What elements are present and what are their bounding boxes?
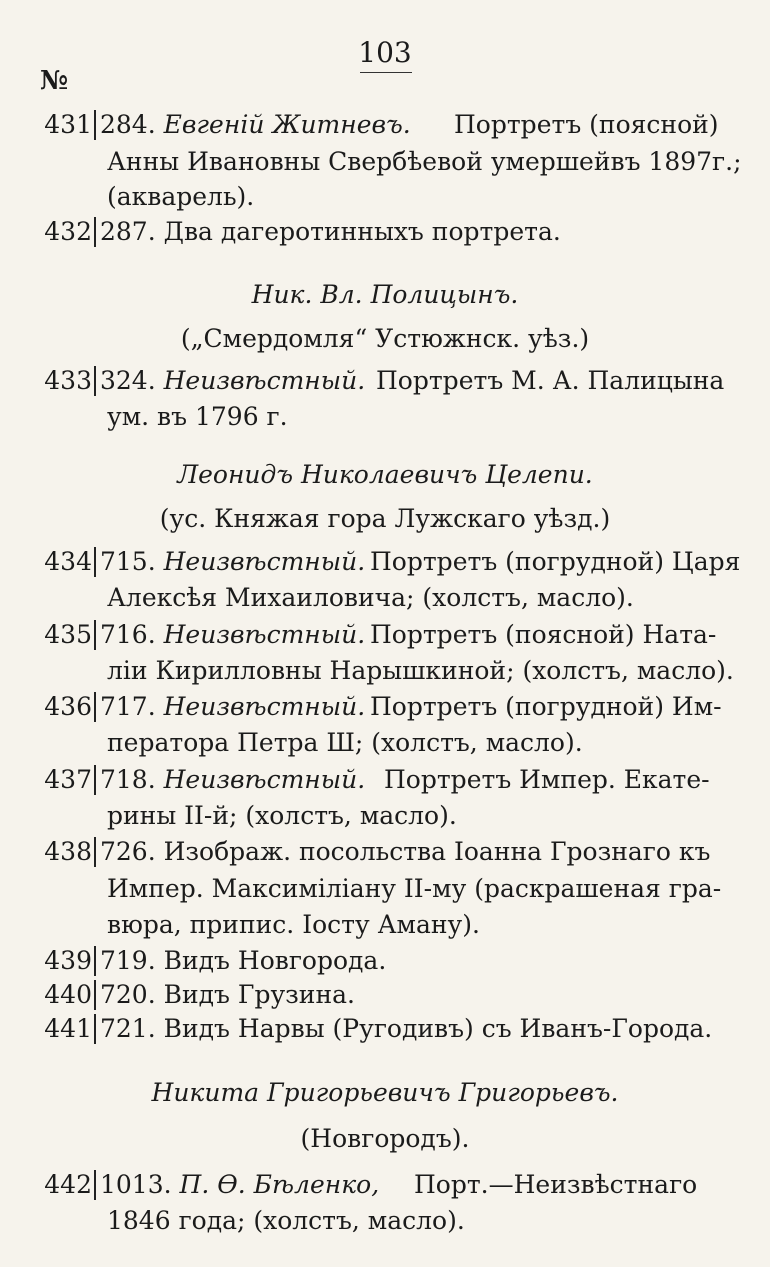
entry-number: 442 [44,1170,92,1199]
entry-number: 435 [44,620,92,649]
entry-text: Портретъ (поясной) [454,110,719,139]
number-divider [94,765,96,795]
author-name: П. Ѳ. Бѣленко, [179,1170,380,1199]
number-divider [94,217,96,247]
entry-text: Импер. Максиміліану II-му (раскрашеная гра- [107,874,722,903]
entry-text: Два дагеротинныхъ портрета. [163,217,561,246]
author-name: Неизвѣстный. [163,765,366,794]
entry-number: 437 [44,765,92,794]
number-divider [94,1014,96,1044]
inventory-number: 717. [100,692,156,721]
entry-number: 440 [44,980,92,1009]
number-divider [94,980,96,1010]
entry-text: Портретъ Импер. Екате- [384,765,710,794]
inventory-number: 721. [100,1014,156,1043]
page-number-rule [360,72,412,73]
inventory-number: 720. [100,980,156,1009]
number-divider [94,366,96,396]
entry-text: рины II-й; (холстъ, масло). [107,801,457,830]
page-number: 103 [358,36,412,69]
number-divider [94,620,96,650]
entry-number: 433 [44,366,92,395]
entry-text: Анны Ивановны Свербѣевой умершейвъ 1897г.; [107,147,742,176]
author-name: Евгеній Житневъ. [163,110,411,139]
inventory-number: 719. [100,946,156,975]
entry-text: Портретъ (поясной) Ната- [370,620,717,649]
collector-heading: Леонидъ Николаевичъ Целепи. [177,460,593,489]
entry-text: вюра, припис. Іосту Аману). [107,910,480,939]
collector-heading: Ник. Вл. Полицынъ. [251,280,519,309]
entry-text: Алексѣя Михаиловича; (холстъ, масло). [107,583,634,612]
author-name: Неизвѣстный. [163,366,366,395]
entry-text: 1846 года; (холстъ, масло). [107,1206,465,1235]
inventory-number: 284. [100,110,156,139]
entry-number: 434 [44,547,92,576]
number-divider [94,547,96,577]
number-divider [94,837,96,867]
entry-text: Видъ Новгорода. [163,946,387,975]
entry-text: Портретъ (погрудной) Царя [370,547,741,576]
number-divider [94,946,96,976]
entry-text: Видъ Нарвы (Ругодивъ) съ Иванъ-Города. [163,1014,713,1043]
author-name: Неизвѣстный. [163,547,366,576]
inventory-number: 715. [100,547,156,576]
entry-text: ліи Кирилловны Нарышкиной; (холстъ, масло). [107,656,734,685]
inventory-number: 716. [100,620,156,649]
inventory-number: 324. [100,366,156,395]
inventory-number: 287. [100,217,156,246]
number-divider [94,110,96,140]
collector-location: („Смердомля“ Устюжнск. уѣз.) [180,324,590,353]
entry-text: ператора Петра Ш; (холстъ, масло). [107,728,583,757]
inventory-number: 1013. [100,1170,172,1199]
author-name: Неизвѣстный. [163,620,366,649]
entry-text: Видъ Грузина. [163,980,355,1009]
collector-location: (ус. Княжая гора Лужскаго уѣзд.) [159,504,611,533]
inventory-number: 718. [100,765,156,794]
number-divider [94,692,96,722]
number-divider [94,1170,96,1200]
entry-text: (акварель). [107,182,255,211]
entry-text: Портретъ М. А. Палицына [376,366,725,395]
author-name: Неизвѣстный. [163,692,366,721]
entry-number: 441 [44,1014,92,1043]
entry-text: ум. въ 1796 г. [107,402,288,431]
entry-number: 432 [44,217,92,246]
entry-text: Портретъ (погрудной) Им- [370,692,722,721]
number-sign: № [40,66,69,96]
entry-number: 438 [44,837,92,866]
entry-number: 439 [44,946,92,975]
collector-heading: Никита Григорьевичъ Григорьевъ. [151,1078,619,1107]
entry-text: Изображ. посольства Іоанна Грознаго къ [163,837,711,866]
inventory-number: 726. [100,837,156,866]
collector-location: (Новгородъ). [300,1124,470,1153]
entry-number: 431 [44,110,92,139]
entry-number: 436 [44,692,92,721]
entry-text: Порт.—Неизвѣстнаго [414,1170,698,1199]
